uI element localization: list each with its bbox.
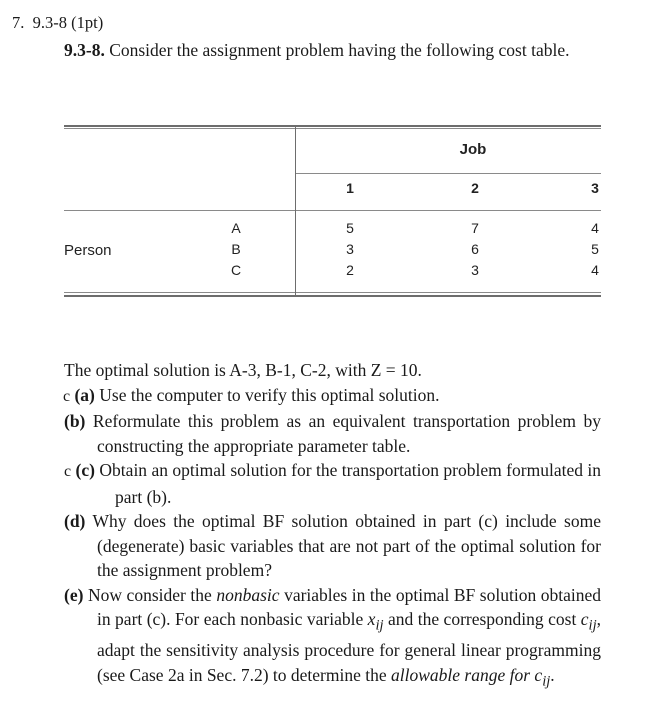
job-header-rule xyxy=(295,173,601,174)
person-row-header: Person xyxy=(64,242,112,259)
part-d-text: Why does the optimal BF solution obtained in part (c) include some (degenerate) basic variables that are not part of the optimal solution for the assignment problem? xyxy=(92,511,601,580)
part-d-label: (d) xyxy=(64,511,86,531)
computer-marker: c xyxy=(63,387,71,405)
table-top-rule-inner xyxy=(64,128,601,129)
cost-a-3: 4 xyxy=(591,220,599,236)
table-divider xyxy=(295,127,296,296)
part-e-text: Now consider the xyxy=(87,584,212,605)
optimal-solution-statement: The optimal solution is A-3, B-1, C-2, with Z = 10. xyxy=(64,360,422,380)
part-a-text: Use the computer to verify this optimal solution. xyxy=(99,384,440,405)
c-variable: $c_{ij}$ xyxy=(580,609,597,634)
part-a xyxy=(63,383,601,410)
x-variable: $x_{ij}$ xyxy=(367,609,384,634)
part-d xyxy=(64,509,601,583)
computer-marker: c xyxy=(64,463,72,480)
job-column-3: 3 xyxy=(591,180,599,196)
problem-parts xyxy=(64,358,601,694)
cost-c-1: 2 xyxy=(346,262,354,278)
part-b-text: Reformulate this problem as an equivalent transportation problem by constructing the appropriate parameter table. xyxy=(92,411,602,456)
question-header xyxy=(12,13,103,33)
person-a: A xyxy=(231,220,241,236)
column-header-rule xyxy=(64,210,601,211)
job-column-2: 2 xyxy=(471,180,479,196)
part-e-text: and the corresponding cost xyxy=(388,609,577,629)
part-e-emphasis: allowable range for xyxy=(391,664,531,685)
cost-b-1: 3 xyxy=(346,241,354,257)
cost-c-3: 4 xyxy=(591,262,599,278)
part-e-text: , adapt the sensitivity analysis procedure for general linear programming (see Case 2a in Sec. 7.2) to determine the xyxy=(97,609,602,685)
person-c: C xyxy=(230,262,242,278)
problem-ref: 9.3-8. xyxy=(64,40,105,60)
person-b: B xyxy=(231,241,241,257)
cost-a-1: 5 xyxy=(346,220,354,236)
cost-c-2: 3 xyxy=(471,262,479,278)
c-variable: $c_{ij}$ xyxy=(534,664,551,689)
problem-prompt: Consider the assignment problem having the following cost table. xyxy=(109,40,570,60)
part-c-label: (c) xyxy=(75,460,95,480)
job-header: Job xyxy=(459,141,487,158)
part-a-label: (a) xyxy=(74,384,95,405)
cost-b-2: 6 xyxy=(471,241,479,257)
cost-a-2: 7 xyxy=(471,220,479,236)
part-e: (e) Now consider the nonbasic variables in the optimal BF solution obtained in part (c). For each nonbasic variable $x_{ij}$ and the corresponding cost $c_{ij}$, adapt the sensitivity analysis procedure for general linear programming (see Case 2a in Sec. 7.2) to determine the allowable range for $c_{ij}$. xyxy=(64,584,602,689)
cost-b-3: 5 xyxy=(591,241,599,257)
part-e-label: (e) xyxy=(64,584,84,605)
cost-table xyxy=(64,122,601,300)
part-b xyxy=(64,409,601,458)
part-c-text: Obtain an optimal solution for the transportation problem formulated in part (b). xyxy=(99,460,602,507)
table-bottom-rule xyxy=(64,295,601,297)
table-bottom-rule-inner xyxy=(64,292,601,293)
part-e-text: variables in the optimal BF solution obtained in part (c). For each nonbasic variable xyxy=(97,584,601,629)
job-column-1: 1 xyxy=(346,180,354,196)
problem-statement xyxy=(64,38,604,63)
question-code: 9.3-8 (1pt) xyxy=(32,13,104,32)
part-e-emphasis: nonbasic xyxy=(216,584,280,605)
part-b-label: (b) xyxy=(64,411,86,431)
table-top-rule xyxy=(64,125,601,127)
question-number: 7. xyxy=(12,13,25,32)
part-c xyxy=(64,458,601,509)
